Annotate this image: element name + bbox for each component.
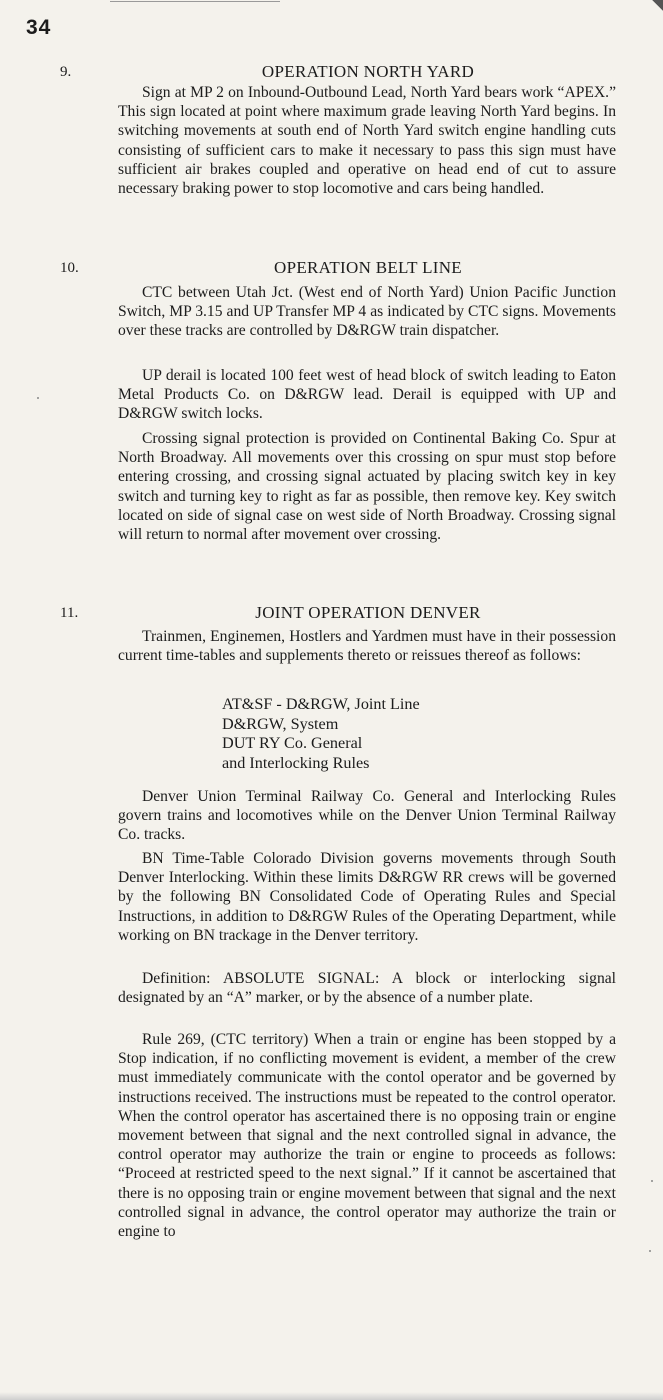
page-bottom-edge bbox=[0, 1392, 663, 1400]
paragraph: Definition: ABSOLUTE SIGNAL: A block or interlocking signal designated by an “A” marker, or by the absence of a number plate. bbox=[118, 970, 616, 1007]
corner-mark bbox=[651, 0, 663, 12]
paragraph: Rule 269, (CTC territory) When a train or engine has been stopped by a Stop indication, if no conflicting movement is evident, a member of the crew must immediately communicate with the contol operator and be governed by instructions received. The instructions must be repeated to the control operator. When the control operator has ascertained there is no opposing train or engine movement between that signal and the next controlled signal in advance, the control operator may authorize the train or engine to proceeds as follows: “Proceed at restricted speed to the next signal.” If it cannot be ascertained that there is no opposing train or engine movement between that signal and the next controlled signal in advance, the control operator may authorize the train or engine to bbox=[118, 1031, 616, 1241]
paragraph: Denver Union Terminal Railway Co. General and Interlocking Rules govern trains and locomotives while on the Denver Union Terminal Railway Co. tracks. bbox=[118, 788, 616, 844]
list-item: D&RGW, System bbox=[222, 714, 339, 733]
paragraph: CTC between Utah Jct. (West end of North Yard) Union Pacific Junction Switch, MP 3.15 and UP Transfer MP 4 as indicated by CTC signs. Movements over these tracks are controlled by D&RGW train dispatcher. bbox=[118, 284, 616, 340]
paragraph: UP derail is located 100 feet west of head block of switch leading to Eaton Metal Products Co. on D&RGW lead. Derail is equipped with UP and D&RGW switch locks. bbox=[118, 367, 616, 423]
top-rule bbox=[110, 1, 280, 2]
section-number: 10. bbox=[60, 260, 79, 276]
section-title: JOINT OPERATION DENVER bbox=[255, 603, 481, 622]
intro-paragraph: Trainmen, Enginemen, Hostlers and Yardmen must have in their possession current time-tables and supplements thereto or reissues thereof as follows: bbox=[118, 628, 616, 665]
list-item: AT&SF - D&RGW, Joint Line bbox=[222, 695, 420, 713]
paragraph: Sign at MP 2 on Inbound-Outbound Lead, North Yard bears work “APEX.” This sign located at point where maximum grade leaving North Yard begins. In switching movements at south end of North Yard switch engine handling cuts consisting of sufficient cars to make it necessary to pass this sign must have sufficient air brakes coupled and operative on head end of cut to assure necessary braking power to stop locomotive and cars being handled. bbox=[118, 84, 616, 198]
speck bbox=[651, 1180, 653, 1182]
section-title: OPERATION BELT LINE bbox=[274, 258, 462, 277]
speck bbox=[649, 1250, 651, 1252]
section-title: OPERATION NORTH YARD bbox=[261, 62, 475, 81]
page-number: 34 bbox=[26, 16, 52, 39]
speck bbox=[37, 397, 39, 399]
list-item: and Interlocking Rules bbox=[222, 753, 370, 772]
paragraph: Crossing signal protection is provided on Continental Baking Co. Spur at North Broadway. All movements over this crossing on spur must stop before entering crossing, and crossing signal actuated by placing switch key in key switch and turning key to right as far as possible, then remove key. Key switch located on side of signal case on west side of North Broadway. Crossing signal will return to normal after movement over crossing. bbox=[118, 430, 616, 544]
timetable-list bbox=[222, 695, 552, 773]
paragraph: BN Time-Table Colorado Division governs movements through South Denver Interlocking. Within these limits D&RGW RR crews will be governed by the following BN Consolidated Code of Operating Rules and Special Instructions, in addition to D&RGW Rules of the Operating Department, while working on BN trackage in the Denver territory. bbox=[118, 850, 616, 944]
list-item: DUT RY Co. General bbox=[222, 734, 363, 753]
section-number: 9. bbox=[60, 64, 72, 80]
section-number: 11. bbox=[60, 605, 79, 621]
